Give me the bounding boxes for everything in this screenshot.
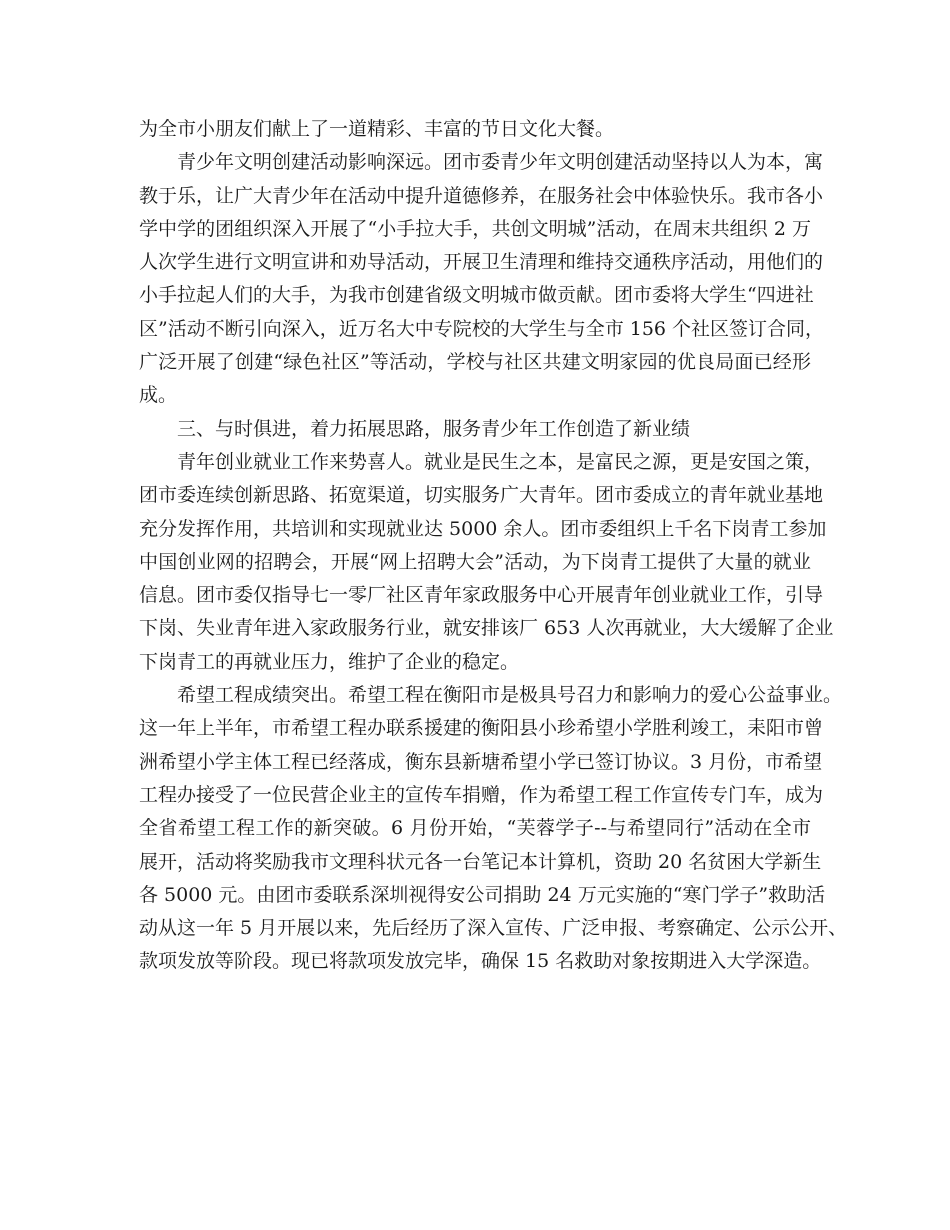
text-line: 为全市小朋友们献上了一道精彩、丰富的节日文化大餐。 xyxy=(139,118,615,140)
text-line: 区”活动不断引向深入，近万名大中专院校的大学生与全市 156 个社区签订合同， xyxy=(139,317,825,340)
text-line: 信息。团市委仅指导七一零厂社区青年家政服务中心开展青年创业就业工作，引导 xyxy=(139,584,824,607)
text-line: 团市委连续创新思路、拓宽渠道，切实服务广大青年。团市委成立的青年就业基地 xyxy=(139,484,824,507)
text-line: 这一年上半年，市希望工程办联系援建的衡阳县小珍希望小学胜利竣工，耒阳市曾 xyxy=(139,717,824,740)
text-line: 洲希望小学主体工程已经落成，衡东县新塘希望小学已签订协议。3 月份，市希望 xyxy=(139,750,823,773)
section-heading: 三、与时俱进，着力拓展思路，服务青少年工作创造了新业绩 xyxy=(177,417,691,440)
text-line: 人次学生进行文明宣讲和劝导活动，开展卫生清理和维持交通秩序活动，用他们的 xyxy=(139,251,824,274)
text-line: 青少年文明创建活动影响深远。团市委青少年文明创建活动坚持以人为本，寓 xyxy=(177,151,824,174)
text-line: 充分发挥作用，共培训和实现就业达 5000 余人。团市委组织上千名下岗青工参加 xyxy=(139,517,827,540)
body-text xyxy=(139,113,848,979)
text-line: 全省希望工程工作的新突破。6 月份开始，“芙蓉学子--与希望同行”活动在全市 xyxy=(139,817,811,840)
text-line: 各 5000 元。由团市委联系深圳视得安公司捐助 24 万元实施的“寒门学子”救助活 xyxy=(139,883,826,906)
text-line: 展开，活动将奖励我市文理科状元各一台笔记本计算机，资助 20 名贫困大学新生 xyxy=(139,850,822,873)
text-line: 教于乐，让广大青少年在活动中提升道德修养，在服务社会中体验快乐。我市各小 xyxy=(139,184,824,207)
text-line: 动从这一年 5 月开展以来，先后经历了深入宣传、广泛申报、考察确定、公示公开、 xyxy=(139,917,848,940)
text-line: 青年创业就业工作来势喜人。就业是民生之本，是富民之源，更是安国之策， xyxy=(177,450,824,473)
text-line: 学中学的团组织深入开展了“小手拉大手，共创文明城”活动，在周末共组织 2 万 xyxy=(139,217,811,240)
text-line: 中国创业网的招聘会，开展“网上招聘大会”活动，为下岗青工提供了大量的就业 xyxy=(139,550,811,573)
text-line: 下岗、失业青年进入家政服务行业，就安排该厂 653 人次再就业，大大缓解了企业 xyxy=(139,617,834,640)
text-line: 下岗青工的再就业压力，维护了企业的稳定。 xyxy=(139,650,520,673)
text-line: 广泛开展了创建“绿色社区”等活动，学校与社区共建文明家园的优良局面已经形 xyxy=(139,351,811,374)
text-line: 成。 xyxy=(139,384,178,407)
text-line: 款项发放等阶段。现已将款项发放完毕，确保 15 名救助对象按期进入大学深造。 xyxy=(139,950,822,973)
text-line: 希望工程成绩突出。希望工程在衡阳市是极具号召力和影响力的爱心公益事业。 xyxy=(177,684,843,707)
text-line: 工程办接受了一位民营企业主的宣传车捐赠，作为希望工程工作宣传专门车，成为 xyxy=(139,783,824,806)
text-line: 小手拉起人们的大手，为我市创建省级文明城市做贡献。团市委将大学生“四进社 xyxy=(139,284,814,307)
